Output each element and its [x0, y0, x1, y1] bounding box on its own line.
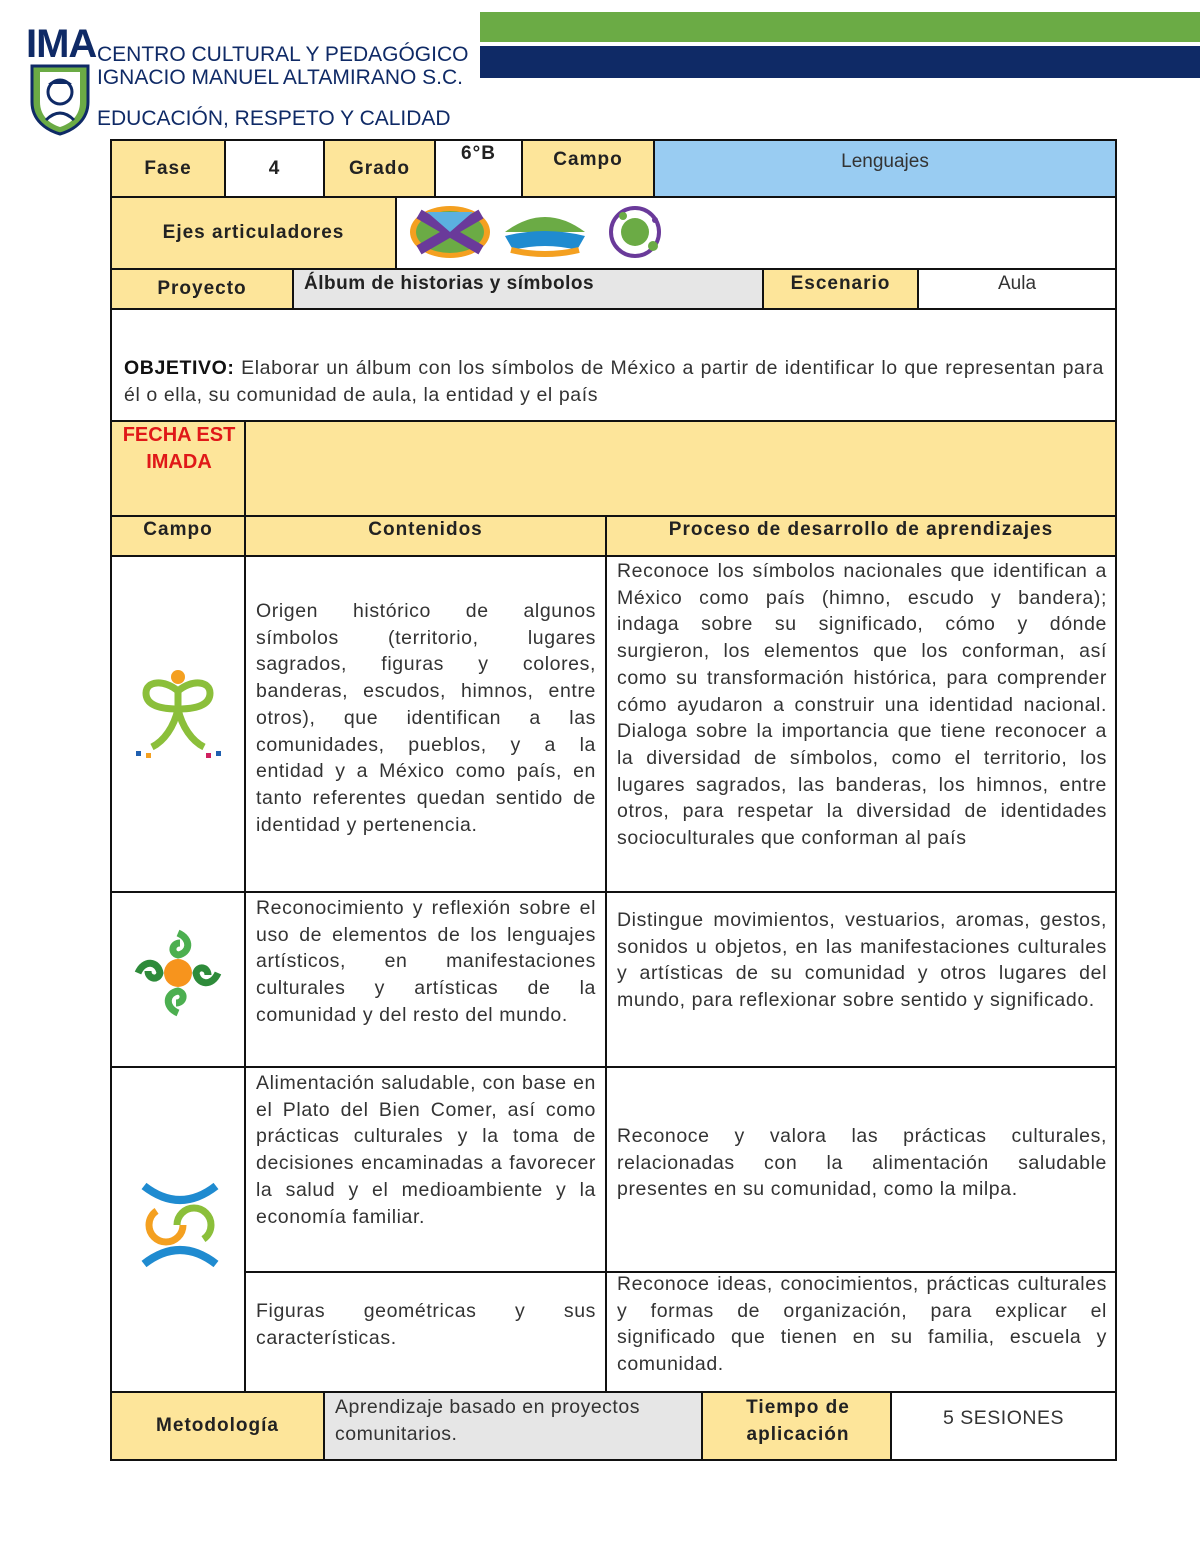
escenario-label-cell: [762, 268, 919, 310]
lenguajes-icon: [134, 929, 222, 1017]
grado-value: 6°B: [461, 143, 496, 164]
ejes-articuladores-icon: [405, 202, 685, 262]
contenido-cell-4: [244, 1271, 607, 1393]
metodologia-value-cell: [323, 1391, 703, 1461]
campo-value-cell: [653, 139, 1117, 198]
contenido-text-4: Figuras geométricas y sus características.: [256, 1300, 596, 1349]
escenario-value-cell: [917, 268, 1117, 310]
proceso-text-1: Reconoce los símbolos nacionales que identifican a México como país (himno, escudo y bandera); indaga sobre su significado, cómo y dónde surgieron, los elementos que los conforman, así como su transformación histórica, para comprender cómo ayudaron a construir una identidad nacional. Dialoga sobre la importancia que tiene reconocer a la diversidad de símbolos, como el territorio, los lugares sagrados, las banderas, los himnos, entre otros, para respetar la diversidad de identidades socioculturales que conforman al país: [617, 560, 1107, 850]
ejes-icons-cell: [395, 196, 1117, 270]
proceso-text-4: Reconoce ideas, conocimientos, prácticas culturales y formas de organización, para explicar el significado que tienen en su familia, escuela y comunidad.: [617, 1273, 1107, 1376]
contenidos-header-cell: [244, 515, 607, 557]
escenario-label: Escenario: [790, 273, 891, 294]
etica-naturaleza-icon: [134, 669, 224, 761]
campo-header-cell: [110, 515, 246, 557]
proyecto-value-cell: [292, 268, 764, 310]
tiempo-label: Tiempo de aplicación: [746, 1397, 850, 1445]
tiempo-value-cell: [890, 1391, 1117, 1461]
campo-label: Campo: [553, 149, 623, 170]
objective-label: OBJETIVO:: [124, 357, 235, 379]
proyecto-label: Proyecto: [110, 268, 294, 310]
contenidos-header: Contenidos: [368, 519, 483, 540]
school-motto: EDUCACIÓN, RESPETO Y CALIDAD: [97, 107, 451, 130]
objective-text-block: [124, 355, 1104, 408]
brand-text: IMA: [26, 22, 97, 66]
proceso-header: Proceso de desarrollo de aprendizajes: [668, 519, 1054, 540]
proceso-cell-2: [605, 891, 1117, 1068]
school-logo: [0, 10, 480, 128]
campo-value: Lenguajes: [841, 151, 929, 172]
saberes-pensamiento-cientifico-icon: [136, 1180, 224, 1270]
campo-icon-cell: [110, 891, 246, 1068]
contenido-cell-3: [244, 1066, 607, 1273]
proceso-text-3: Reconoce y valora las prácticas culturales, relacionadas con la alimentación saludable presentes en su comunidad, como la milpa.: [617, 1125, 1107, 1201]
fecha-label-cell: [110, 420, 246, 517]
school-shield-icon: [28, 62, 92, 136]
contenido-text-2: Reconocimiento y reflexión sobre el uso de elementos de los lenguajes artísticos, en manifestaciones culturales y artísticas de la comunidad y del resto del mundo.: [256, 897, 596, 1026]
campo-header: Campo: [143, 519, 213, 540]
school-name-line1: CENTRO CULTURAL Y PEDAGÓGICO: [97, 43, 469, 66]
school-name-line2: IGNACIO MANUEL ALTAMIRANO S.C.: [97, 66, 464, 89]
contenido-text-1: Origen histórico de algunos símbolos (territorio, lugares sagrados, figuras y colores, banderas, escudos, himnos, entre otros), que identifican a las comunidades, pueblos, y a la entidad y a México como país, en tanto referentes quedan sentido de identidad y pertenencia.: [256, 600, 596, 836]
proceso-cell-4: [605, 1271, 1117, 1393]
fase-label: Fase: [110, 139, 226, 198]
objective-text: Elaborar un álbum con los símbolos de México a partir de identificar lo que representan para él o ella, su comunidad de aula, la entidad y el país: [124, 357, 1104, 406]
metodologia-value: Aprendizaje basado en proyectos comunitarios.: [335, 1396, 640, 1445]
proceso-header-cell: [605, 515, 1117, 557]
escenario-value: Aula: [997, 273, 1037, 294]
contenido-cell-2: [244, 891, 607, 1068]
contenido-text-3: Alimentación saludable, con base en el Plato del Bien Comer, así como prácticas culturales y la toma de decisiones encaminadas a favorecer la salud y el medioambiente y la economía familiar.: [256, 1072, 596, 1228]
proyecto-value: Álbum de historias y símbolos: [304, 273, 595, 294]
grado-value-cell: [434, 139, 523, 198]
campo-icon-cell: [110, 555, 246, 893]
campo-label-cell: [521, 139, 655, 198]
grado-label: Grado: [323, 139, 436, 198]
fase-value: 4: [224, 139, 325, 198]
fecha-value-cell: [244, 420, 1117, 517]
proceso-cell-1: [605, 555, 1117, 893]
tiempo-value: 5 SESIONES: [943, 1407, 1064, 1429]
ejes-label: Ejes articuladores: [110, 196, 397, 270]
tiempo-label-cell: [701, 1391, 892, 1461]
proceso-text-2: Distingue movimientos, vestuarios, aromas, gestos, sonidos u objetos, en las manifestaciones culturales y artísticas de su comunidad y otros lugares del mundo, para reflexionar sobre sentido y significado.: [617, 909, 1107, 1012]
fecha-label: FECHA ESTIMADA: [122, 424, 236, 473]
campo-icon-cell: [110, 1066, 246, 1393]
objective-cell: [110, 308, 1117, 422]
proceso-cell-3: [605, 1066, 1117, 1273]
metodologia-label: Metodología: [110, 1391, 325, 1461]
contenido-cell-1: [244, 555, 607, 893]
